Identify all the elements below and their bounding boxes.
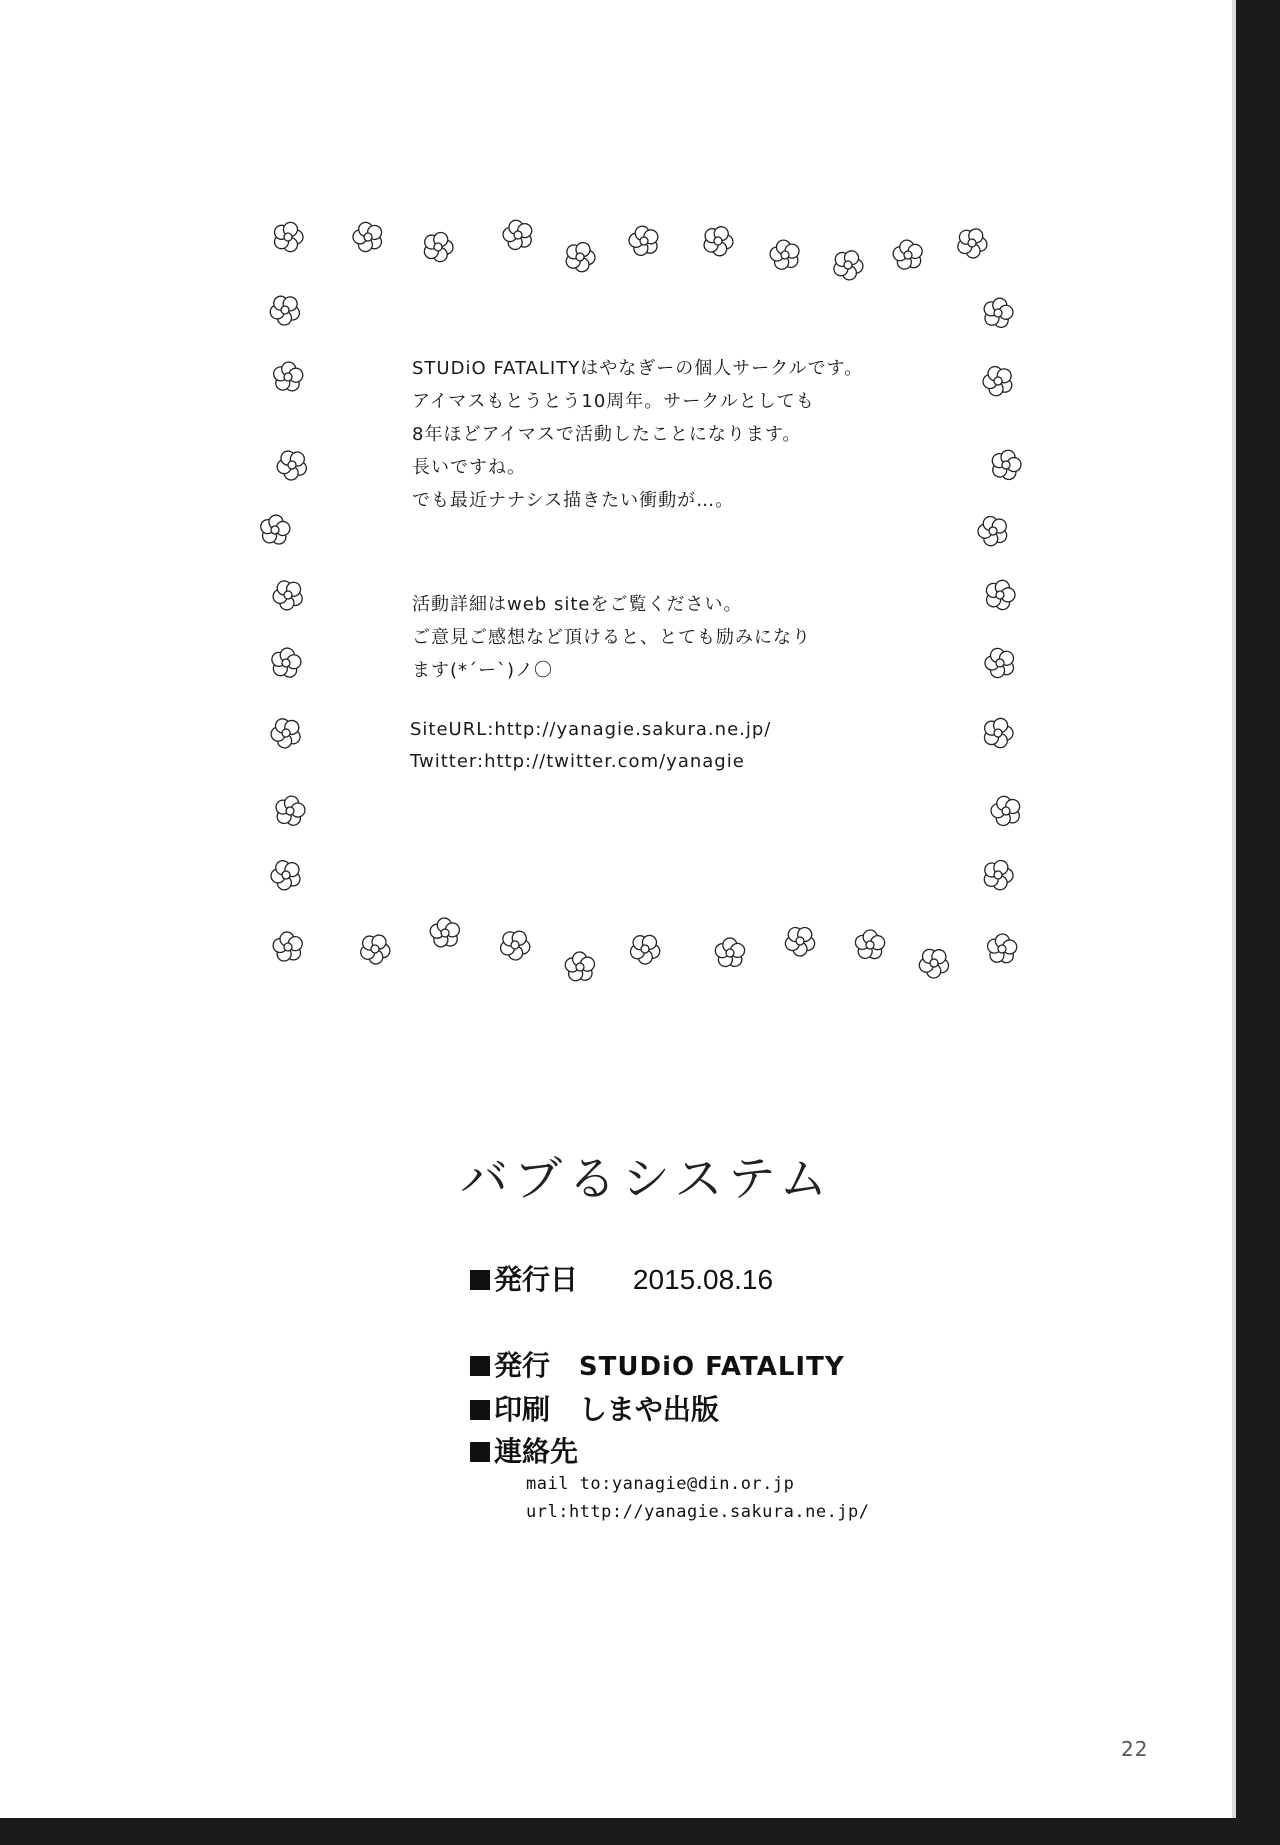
flower-icon xyxy=(274,446,312,484)
flower-icon xyxy=(424,232,453,262)
contact-url[interactable]: url:http://yanagie.sakura.ne.jp/ xyxy=(526,1502,870,1522)
flower-icon xyxy=(981,643,1021,683)
contact-mail[interactable]: mail to:yanagie@din.or.jp xyxy=(526,1474,795,1494)
afterword-line: でも最近ナナシス描きたい衝動が…。 xyxy=(412,490,735,511)
flower-icon xyxy=(703,225,734,257)
flower-icon xyxy=(267,856,306,896)
afterword-line: STUDiO FATALITYはやなぎーの個人サークルです。 xyxy=(412,358,864,379)
flower-icon xyxy=(498,928,533,963)
flower-icon xyxy=(267,714,306,753)
square-bullet-icon xyxy=(470,1400,490,1420)
flower-icon xyxy=(268,927,309,968)
flower-icon xyxy=(979,361,1019,401)
flower-icon xyxy=(566,241,596,272)
flower-icon xyxy=(275,222,303,251)
flower-icon xyxy=(783,923,819,960)
afterword-line: 8年ほどアイマスで活動したことになります。 xyxy=(412,424,802,445)
afterword-text xyxy=(412,352,912,517)
flower-icon xyxy=(833,249,865,282)
flower-icon xyxy=(267,644,306,683)
date-value: 2015.08.16 xyxy=(632,1264,774,1295)
flower-icon xyxy=(624,221,665,262)
afterword-line: アイマスもとうとう10周年。サークルとしても xyxy=(412,391,815,412)
date-label: 発行日 xyxy=(494,1263,579,1296)
notice-text xyxy=(412,588,912,687)
colophon-date-row xyxy=(470,1258,773,1298)
printer-value: しまや出版 xyxy=(578,1393,719,1426)
flower-icon xyxy=(984,718,1013,748)
flower-icon xyxy=(256,511,295,550)
flower-icon xyxy=(982,930,1022,970)
flower-icon xyxy=(979,295,1017,333)
flower-icon xyxy=(710,933,750,973)
printer-label: 印刷 xyxy=(494,1393,551,1426)
square-bullet-icon xyxy=(470,1356,490,1376)
site-url[interactable]: SiteURL:http://yanagie.sakura.ne.jp/ xyxy=(410,719,772,740)
twitter-url[interactable]: Twitter:http://twitter.com/yanagie xyxy=(410,751,745,772)
flower-icon xyxy=(984,860,1014,891)
flower-icon xyxy=(267,291,304,329)
flower-icon xyxy=(982,578,1019,614)
publisher-label: 発行 xyxy=(494,1349,551,1382)
flower-icon xyxy=(560,947,601,988)
flower-icon xyxy=(359,932,393,967)
colophon-publisher-row xyxy=(470,1344,845,1384)
links-block xyxy=(410,714,771,778)
notice-line: ご意見ご感想など頂けると、とても励みになり xyxy=(412,627,811,648)
square-bullet-icon xyxy=(470,1442,490,1462)
flower-icon xyxy=(974,511,1014,551)
colophon-contact-row xyxy=(470,1430,578,1470)
contact-label: 連絡先 xyxy=(494,1435,579,1468)
flower-icon xyxy=(850,926,890,966)
flower-icon xyxy=(348,217,388,257)
flower-icon xyxy=(425,913,466,954)
flower-icon xyxy=(498,215,539,256)
notice-line: ます(*´ー`)ノ〇 xyxy=(412,660,554,681)
flower-icon xyxy=(988,447,1025,484)
square-bullet-icon xyxy=(470,1270,490,1290)
flower-icon xyxy=(628,931,663,967)
afterword-line: 長いですね。 xyxy=(412,457,526,478)
scan-edge-bottom xyxy=(0,1818,1280,1845)
page-number: 22 xyxy=(1121,1737,1149,1761)
flower-icon xyxy=(986,791,1026,832)
publisher-value: STUDiO FATALITY xyxy=(578,1352,845,1382)
flower-icon xyxy=(269,358,309,397)
colophon-printer-row xyxy=(470,1388,719,1428)
flower-icon xyxy=(271,793,310,831)
scan-edge-right xyxy=(1236,0,1280,1845)
book-title: バブるシステム xyxy=(460,1151,834,1207)
flower-icon xyxy=(269,576,307,615)
flower-icon xyxy=(956,226,989,260)
flower-icon xyxy=(888,235,929,276)
flower-icon xyxy=(916,945,953,982)
flower-icon xyxy=(765,235,806,276)
notice-line: 活動詳細はweb siteをご覧ください。 xyxy=(412,594,743,615)
